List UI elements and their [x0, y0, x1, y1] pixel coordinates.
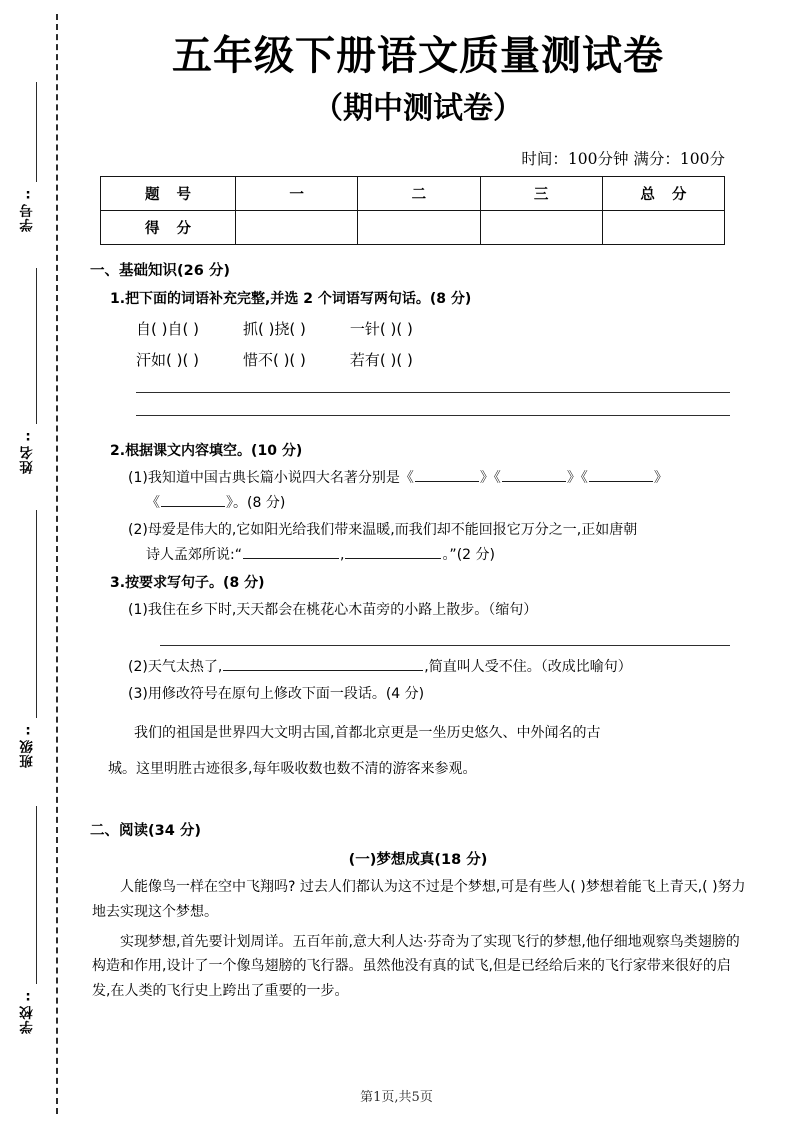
idiom-blank[interactable]: 汗如( )( ): [136, 351, 199, 369]
item-label: (3): [128, 686, 148, 702]
page-footer: 第1页,共5页: [360, 1090, 433, 1105]
margin-rule-3: [36, 510, 37, 718]
section-heading-reading: 二、阅读(34 分): [90, 823, 201, 840]
item-text: 》《: [479, 470, 501, 486]
binding-margin: [0, 0, 88, 1122]
fill-blank[interactable]: [589, 468, 653, 482]
fill-blank[interactable]: [502, 468, 566, 482]
item-text: 诗人孟郊所说:“: [146, 547, 242, 563]
item-text: 《: [146, 495, 160, 511]
field-label-school: 学校:: [20, 988, 36, 1034]
item-text: 。”(2 分): [442, 547, 495, 563]
margin-rule-4: [36, 806, 37, 984]
page-title: 五年级下册语文质量测试卷: [172, 32, 664, 79]
idiom-blank[interactable]: 惜不( )( ): [242, 351, 306, 369]
question-2-text: 根据课文内容填空。(10 分): [125, 443, 303, 459]
item-label: (1): [128, 470, 148, 486]
item-text: 母爱是伟大的,它如阳光给我们带来温暖,而我们却不能回报它万分之一,正如唐朝: [147, 522, 638, 538]
question-3-item-1: [128, 599, 748, 619]
score-table-cell: 三: [480, 177, 602, 211]
passage-title: (一)梦想成真(18 分): [348, 852, 488, 869]
score-table-row-header: 得 分: [101, 211, 236, 245]
idiom-row-2: [136, 349, 748, 370]
margin-rule-2: [36, 268, 37, 424]
answer-line[interactable]: [160, 645, 730, 646]
margin-rule-1: [36, 82, 37, 182]
page-subtitle: （期中测试卷）: [313, 91, 523, 126]
question-2-number: 2.: [110, 443, 126, 459]
item-text: 天气太热了,: [147, 659, 223, 675]
table-row: [101, 177, 725, 211]
item-text: ,简直叫人受不住。（改成比喻句）: [424, 659, 632, 675]
score-table-wrapper: [100, 176, 725, 245]
question-1-prompt: [110, 288, 748, 308]
item-label: (1): [128, 602, 148, 618]
item-text: 用修改符号在原句上修改下面一段话。(4 分): [147, 686, 425, 702]
passage-paragraph-2: 实现梦想,首先要计划周详。五百年前,意大利人达·芬奇为了实现飞行的梦想,他仔细地观察鸟类翅膀的构造和作用,设计了一个像鸟翅膀的飞行器。虽然他没有真的试飞,但是已经给后来的飞行家带来很好的启发,在人类的飞行史上跨出了重要的一步。: [92, 933, 740, 999]
fill-blank[interactable]: [161, 493, 225, 507]
fill-blank[interactable]: [243, 545, 339, 559]
field-label-class: 班级:: [20, 722, 36, 768]
question-3-prompt: [110, 572, 748, 592]
score-table-cell: 二: [358, 177, 480, 211]
question-2-item-1: [128, 467, 748, 487]
score-entry-cell[interactable]: [480, 211, 602, 245]
exam-meta-line: 时间：100分钟 满分：100分: [521, 150, 725, 168]
revise-paragraph-line-2[interactable]: 城。这里明胜古迹很多,每年吸收数也数不清的游客来参观。: [108, 761, 477, 778]
question-3-number: 3.: [110, 575, 126, 591]
fold-dashed-line: [56, 14, 58, 1114]
exam-sheet: [88, 0, 748, 1122]
score-entry-cell[interactable]: [358, 211, 480, 245]
item-text: 》。(8 分): [226, 495, 286, 511]
score-table-cell: 总 分: [602, 177, 724, 211]
score-table-cell: 一: [236, 177, 358, 211]
item-label: (2): [128, 659, 148, 675]
field-label-student-id: 学号:: [20, 186, 36, 232]
question-1-text: 把下面的词语补充完整,并选 2 个词语写两句话。(8 分): [125, 291, 472, 307]
question-3-text: 按要求写句子。(8 分): [125, 575, 265, 591]
item-text: 我住在乡下时,天天都会在桃花心木苗旁的小路上散步。（缩句）: [147, 602, 538, 618]
fill-blank[interactable]: [345, 545, 441, 559]
question-2-item-1-continuation: [146, 492, 748, 512]
question-2-item-2: [128, 519, 748, 539]
idiom-blank[interactable]: 自( )自( ): [136, 320, 199, 338]
passage-paragraph-1: 人能像鸟一样在空中飞翔吗? 过去人们都认为这不过是个梦想,可是有些人( )梦想着能飞上青天,( )努力地去实现这个梦想。: [92, 879, 746, 920]
answer-line[interactable]: [136, 392, 730, 393]
fill-blank[interactable]: [223, 657, 423, 671]
fill-blank[interactable]: [415, 468, 479, 482]
item-text: 》《: [566, 470, 588, 486]
item-label: (2): [128, 522, 148, 538]
idiom-blank[interactable]: 若有( )( ): [349, 351, 413, 369]
score-entry-cell[interactable]: [236, 211, 358, 245]
revise-paragraph-line-1[interactable]: 我们的祖国是世界四大文明古国,首都北京更是一坐历史悠久、中外闻名的古: [134, 725, 601, 741]
score-entry-cell[interactable]: [602, 211, 724, 245]
question-1-number: 1.: [110, 291, 126, 307]
item-text: 》: [653, 470, 668, 486]
question-3-item-3: [128, 683, 748, 703]
section-heading-basics: 一、基础知识(26 分): [90, 263, 230, 279]
item-text: 我知道中国古典长篇小说四大名著分别是《: [147, 470, 414, 486]
idiom-blank[interactable]: 一针( )( ): [349, 320, 413, 338]
idiom-blank[interactable]: 抓( )挠( ): [242, 320, 306, 338]
field-label-name: 姓名:: [20, 428, 36, 474]
answer-line[interactable]: [136, 415, 730, 416]
score-table: [100, 176, 725, 245]
question-2-prompt: [110, 440, 748, 460]
idiom-row-1: [136, 318, 748, 339]
question-2-item-2-continuation: [146, 544, 748, 564]
table-row: [101, 211, 725, 245]
question-3-item-2: [128, 656, 748, 676]
score-table-row-header: 题 号: [101, 177, 236, 211]
item-text: ,: [339, 547, 345, 563]
